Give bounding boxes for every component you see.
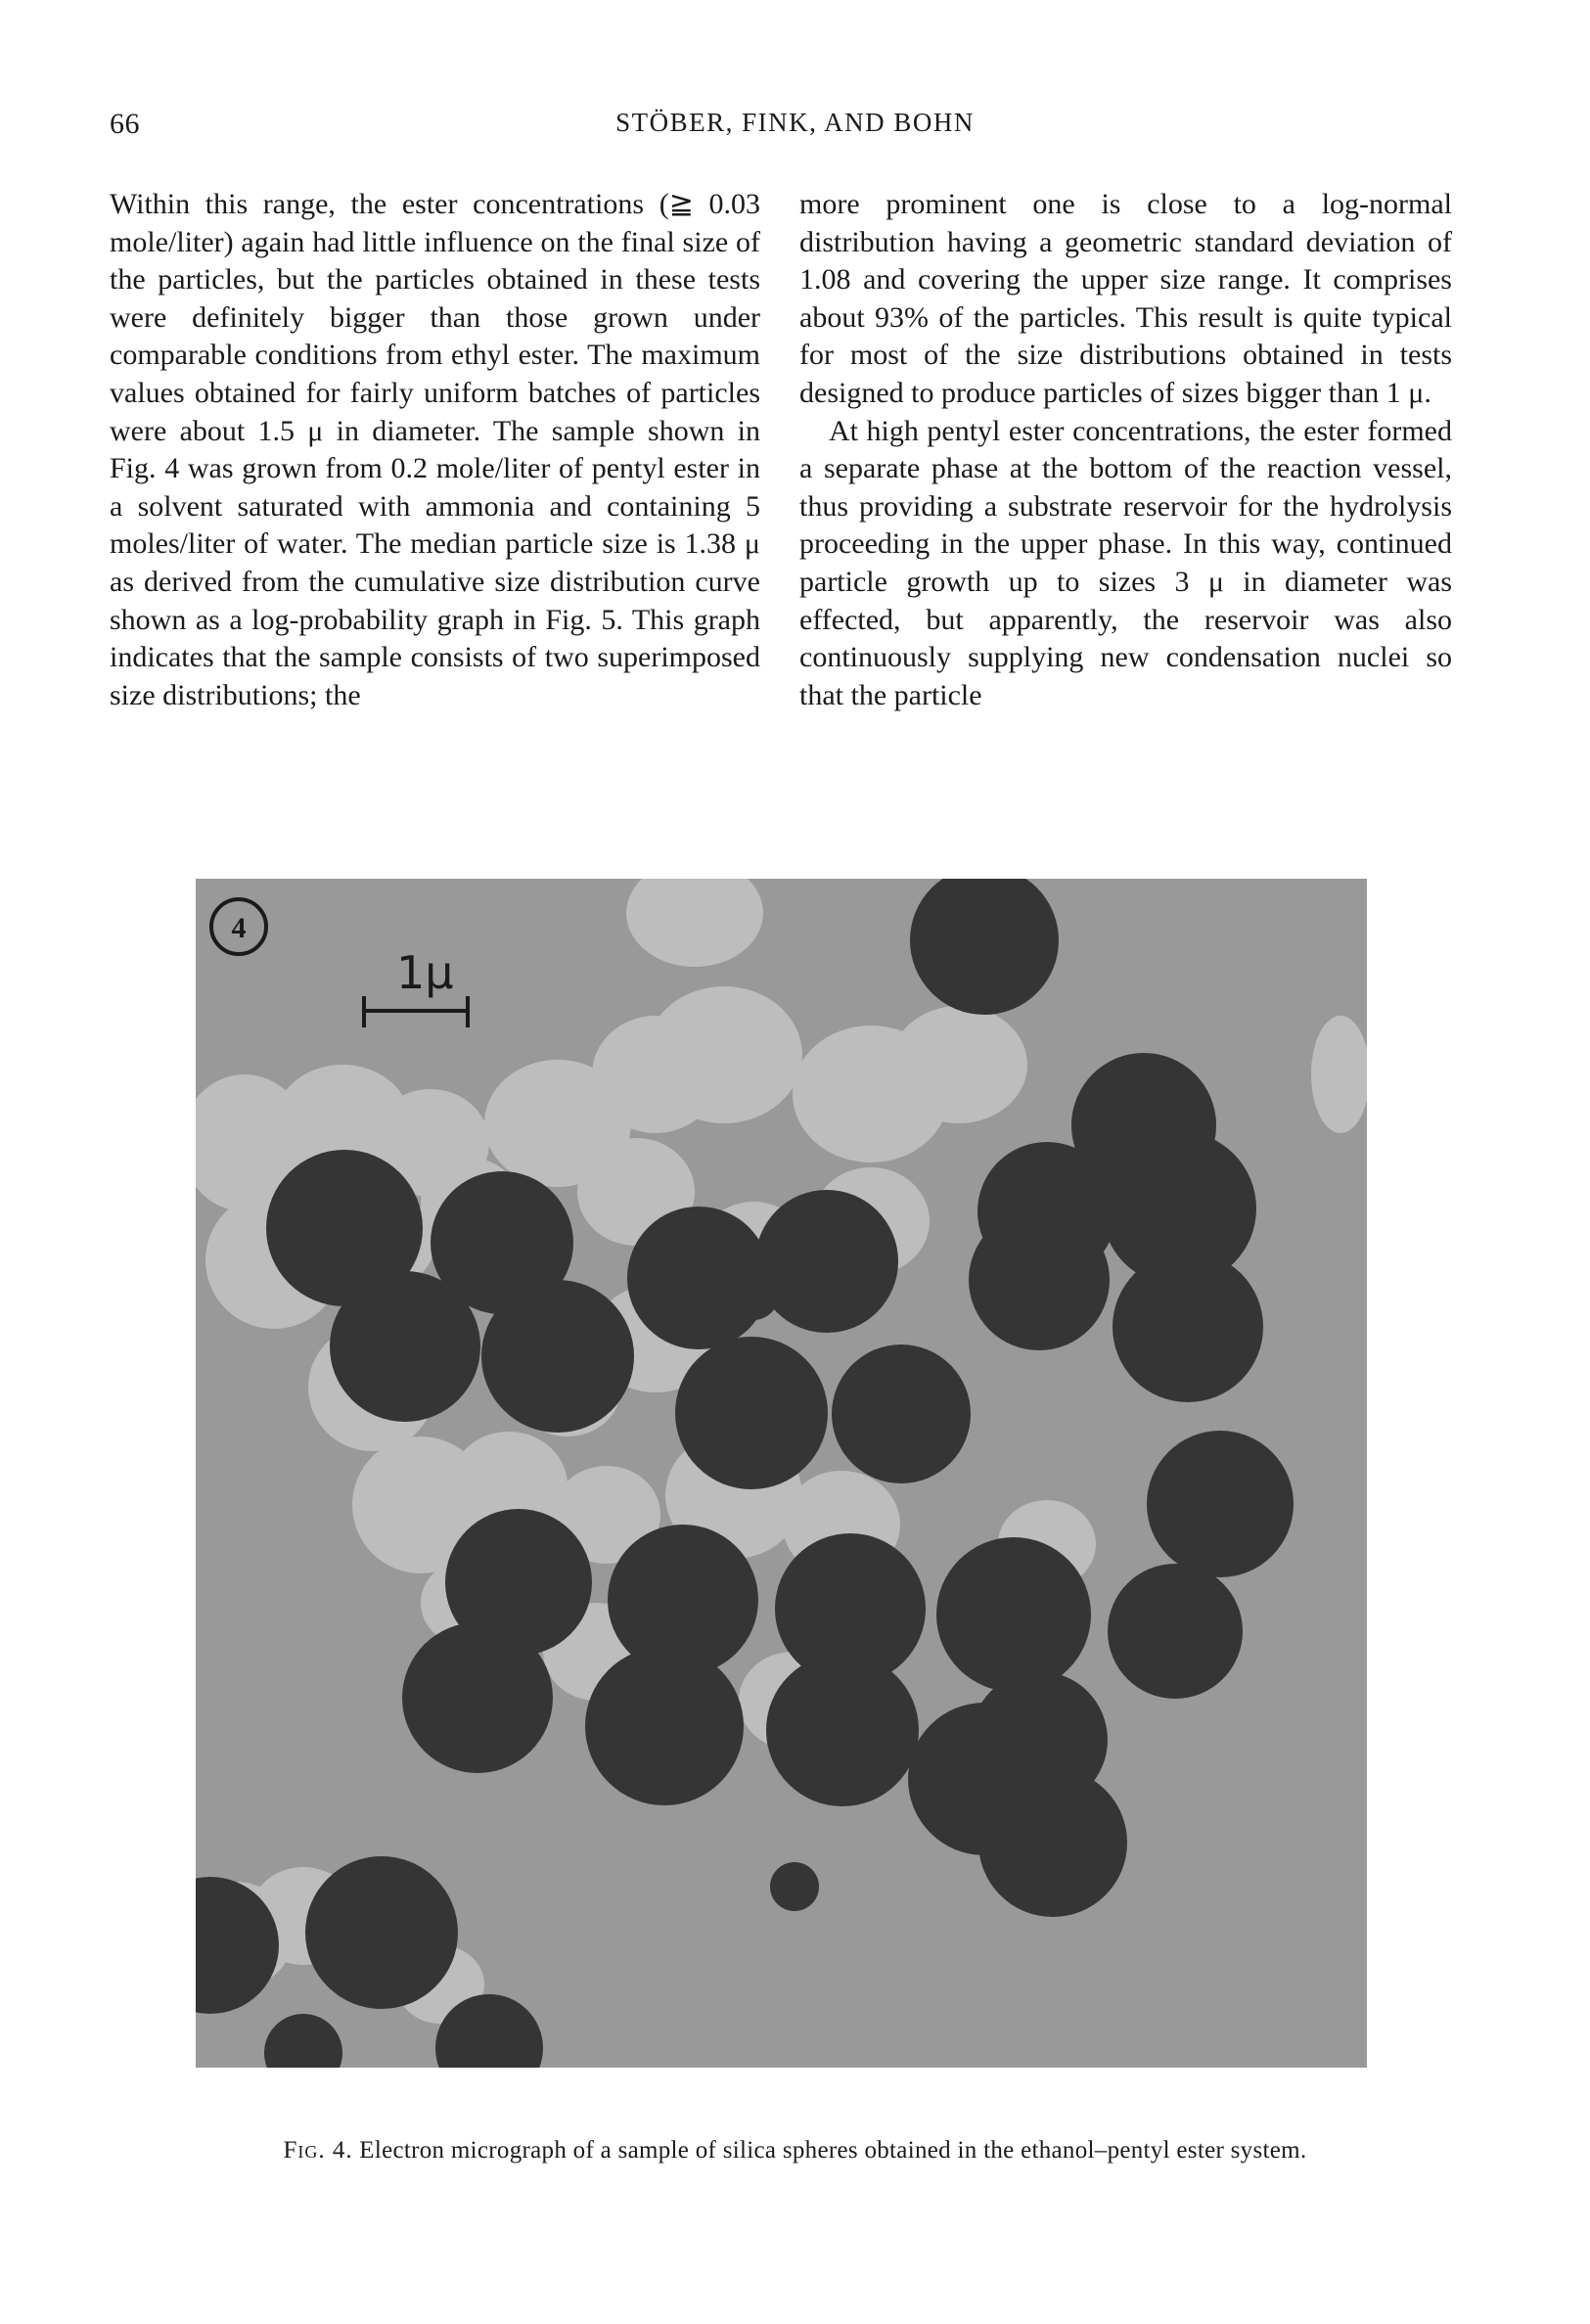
- left-column: [110, 186, 760, 714]
- micrograph-image: [196, 879, 1367, 2068]
- running-head: STÖBER, FINK, AND BOHN: [615, 108, 975, 137]
- right-column: [799, 186, 1452, 714]
- caption-label: Fig. 4.: [283, 2137, 353, 2164]
- page-number: 66: [110, 108, 140, 140]
- panel-label-text: 4: [231, 912, 247, 944]
- electron-micrograph: [196, 879, 1367, 2068]
- right-column-paragraph-2: At high pentyl ester concentrations, the ester formed a separate phase at the bottom of the reaction vessel, thus providing a substrate reservoir for the hydrolysis proceeding in the upper phase. In this way, continued particle growth up to sizes 3 μ in diameter was effected, but apparently, the reservoir was also continuously supplying new condensation nuclei so that the particle: [799, 414, 1452, 711]
- right-column-paragraph-1: more prominent one is close to a log-normal distribution having a geometric standard deviation of 1.08 and covering the upper size range. It comprises about 93% of the particles. This result is quite typical for most of the size distributions obtained in tests designed to produce particles of sizes bigger than 1 μ.: [799, 188, 1452, 409]
- scale-bar-label: 1μ: [396, 946, 454, 999]
- left-column-paragraph: Within this range, the ester concentrations (≧ 0.03 mole/liter) again had little influence on the final size of the particles, but the particles obtained in these tests were definitely bigger than those grown under comparable conditions from ethyl ester. The maximum values obtained for fairly uniform batches of particles were about 1.5 μ in diameter. The sample shown in Fig. 4 was grown from 0.2 mole/liter of pentyl ester in a solvent saturated with ammonia and containing 5 moles/liter of water. The median particle size is 1.38 μ as derived from the cumulative size distribution curve shown as a log-probability graph in Fig. 5. This graph indicates that the sample consists of two superimposed size distributions; the: [110, 188, 760, 711]
- figure-caption: [0, 2137, 1590, 2165]
- caption-text: Electron micrograph of a sample of silica spheres obtained in the ethanol–pentyl ester system.: [359, 2137, 1307, 2164]
